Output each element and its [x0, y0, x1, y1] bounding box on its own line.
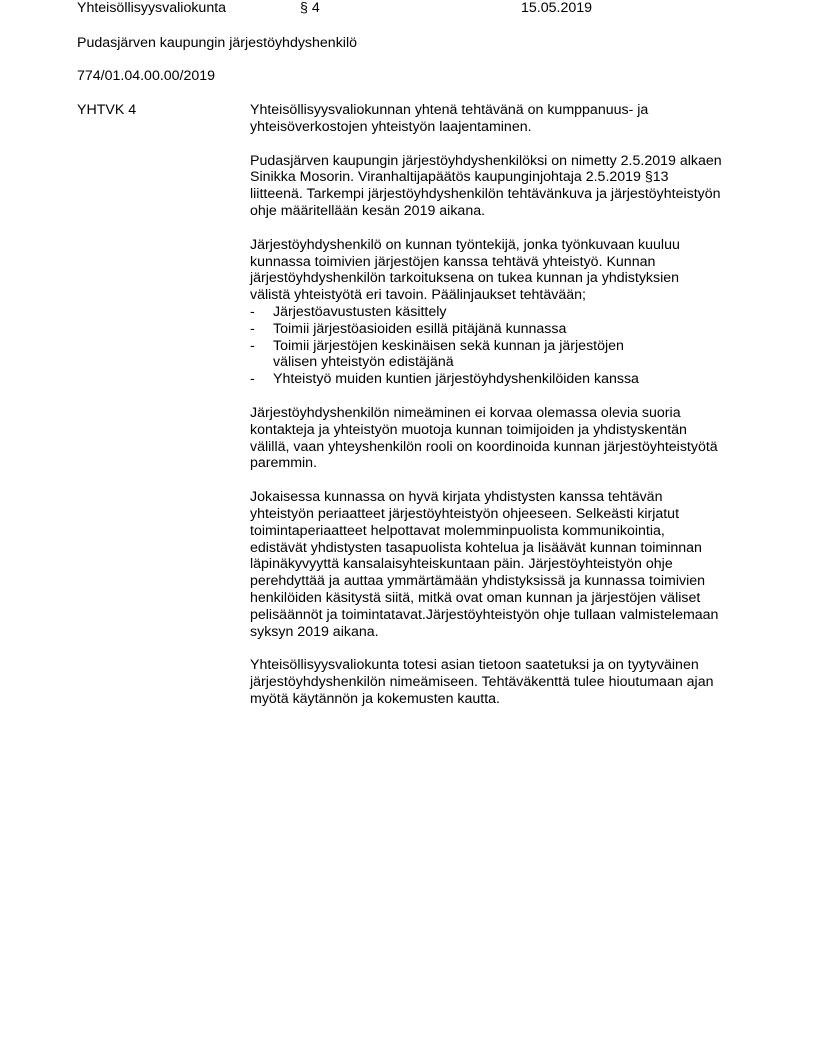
- list-item-text-cont: välisen yhteistyön edistäjänä: [273, 354, 454, 371]
- text-line: edistävät yhdistysten tasapuolista kohtelua ja lisäävät kunnan toiminnan: [250, 539, 702, 556]
- duties-block: [250, 237, 750, 388]
- text-line: Järjestöyhdyshenkilö on kunnan työntekijä, jonka työnkuvaan kuuluu: [250, 236, 680, 253]
- text-line: pelisäännöt ja toimintatavat.Järjestöyhteistyön ohje tullaan valmistelemaan: [250, 606, 719, 623]
- text-line: Pudasjärven kaupungin järjestöyhdyshenkilöksi on nimetty 2.5.2019 alkaen: [250, 152, 722, 169]
- text-line: kunnassa toimivien järjestöjen kanssa tehtävä yhteistyö. Kunnan: [250, 253, 656, 270]
- list-item: [250, 304, 750, 321]
- list-item: [250, 338, 750, 372]
- text-line: Yhteisöllisyysvaliokunta totesi asian tietoon saatetuksi ja on tyytyväinen: [250, 657, 699, 674]
- text-line: syksyn 2019 aikana.: [250, 623, 379, 640]
- text-line: liitteenä. Tarkempi järjestöyhdyshenkilön tehtävänkuva ja järjestöyhteistyön: [250, 186, 721, 203]
- paragraph-1: [250, 102, 750, 136]
- text-line: Järjestöyhdyshenkilön nimeäminen ei korvaa olemassa olevia suoria: [250, 404, 681, 421]
- paragraph-3: [250, 237, 750, 304]
- duties-list: [250, 304, 750, 388]
- header-committee: Yhteisöllisyysvaliokunta: [77, 0, 227, 16]
- text-line: yhteisöverkostojen yhteistyön laajentaminen.: [250, 118, 532, 135]
- paragraph-4: [250, 405, 750, 472]
- list-item-text: Toimii järjestöasioiden esillä pitäjänä kunnassa: [273, 320, 567, 337]
- bullet-dash: -: [250, 371, 255, 388]
- text-line: Sinikka Mosorin. Viranhaltijapäätös kaupunginjohtaja 2.5.2019 §13: [250, 169, 669, 186]
- list-item-text: Toimii järjestöjen keskinäisen sekä kunnan ja järjestöjen: [273, 337, 624, 354]
- text-line: yhteistyön periaatteet järjestöyhteistyön ohjeeseen. Selkeästi kirjatut: [250, 505, 680, 522]
- bullet-dash: -: [250, 320, 255, 337]
- header-section: § 4: [300, 0, 320, 16]
- header-date: 15.05.2019: [521, 0, 593, 16]
- text-line: välillä, vaan yhteyshenkilön rooli on koordinoida kunnan järjestöyhteistyötä: [250, 438, 718, 455]
- text-line: paremmin.: [250, 455, 318, 472]
- text-line: ohje määritellään kesän 2019 aikana.: [250, 202, 486, 219]
- text-line: järjestöyhdyshenkilön tarkoituksena on tukea kunnan ja yhdistyksien: [250, 270, 680, 287]
- list-item: [250, 321, 750, 338]
- text-line: Yhteisöllisyysvaliokunnan yhtenä tehtävänä on kumppanuus- ja: [250, 102, 649, 118]
- text-line: välistä yhteistyötä eri tavoin. Päälinjaukset tehtävään;: [250, 287, 586, 304]
- text-line: toimintaperiaatteet helpottavat molemminpuolista kommunikointia,: [250, 522, 665, 539]
- bullet-dash: -: [250, 337, 255, 354]
- document-number: 774/01.04.00.00/2019: [77, 68, 216, 84]
- text-line: perehdyttää ja auttaa ymmärtämään yhdistyksissä ja kunnassa toimivien: [250, 573, 706, 590]
- text-line: Jokaisessa kunnassa on hyvä kirjata yhdistysten kanssa tehtävän: [250, 489, 663, 506]
- bullet-dash: -: [250, 303, 255, 320]
- paragraph-5: [250, 489, 750, 640]
- text-line: kontakteja ja yhteistyön muotoja kunnan toimijoiden ja yhdistyskentän: [250, 421, 687, 438]
- text-line: henkilöiden käsitystä siitä, mitkä ovat oman kunnan ja järjestöjen väliset: [250, 589, 701, 606]
- paragraph-2: [250, 153, 750, 220]
- document-title: Pudasjärven kaupungin järjestöyhdyshenkilö: [77, 35, 357, 51]
- list-item-text: Järjestöavustusten käsittely: [273, 303, 447, 320]
- text-line: läpinäkyvyyttä kansalaisyhteiskuntaan päin. Järjestöyhteistyön ohje: [250, 556, 673, 573]
- body-text: [250, 102, 750, 725]
- text-line: myötä käytännön ja kokemusten kautta.: [250, 690, 500, 707]
- paragraph-6: [250, 657, 750, 707]
- list-item: [250, 371, 750, 388]
- list-item-text: Yhteistyö muiden kuntien järjestöyhdyshenkilöiden kanssa: [273, 371, 639, 388]
- text-line: järjestöyhdyshenkilön nimeämiseen. Tehtäväkenttä tulee hioutumaan ajan: [250, 674, 714, 691]
- case-code: YHTVK 4: [77, 102, 137, 118]
